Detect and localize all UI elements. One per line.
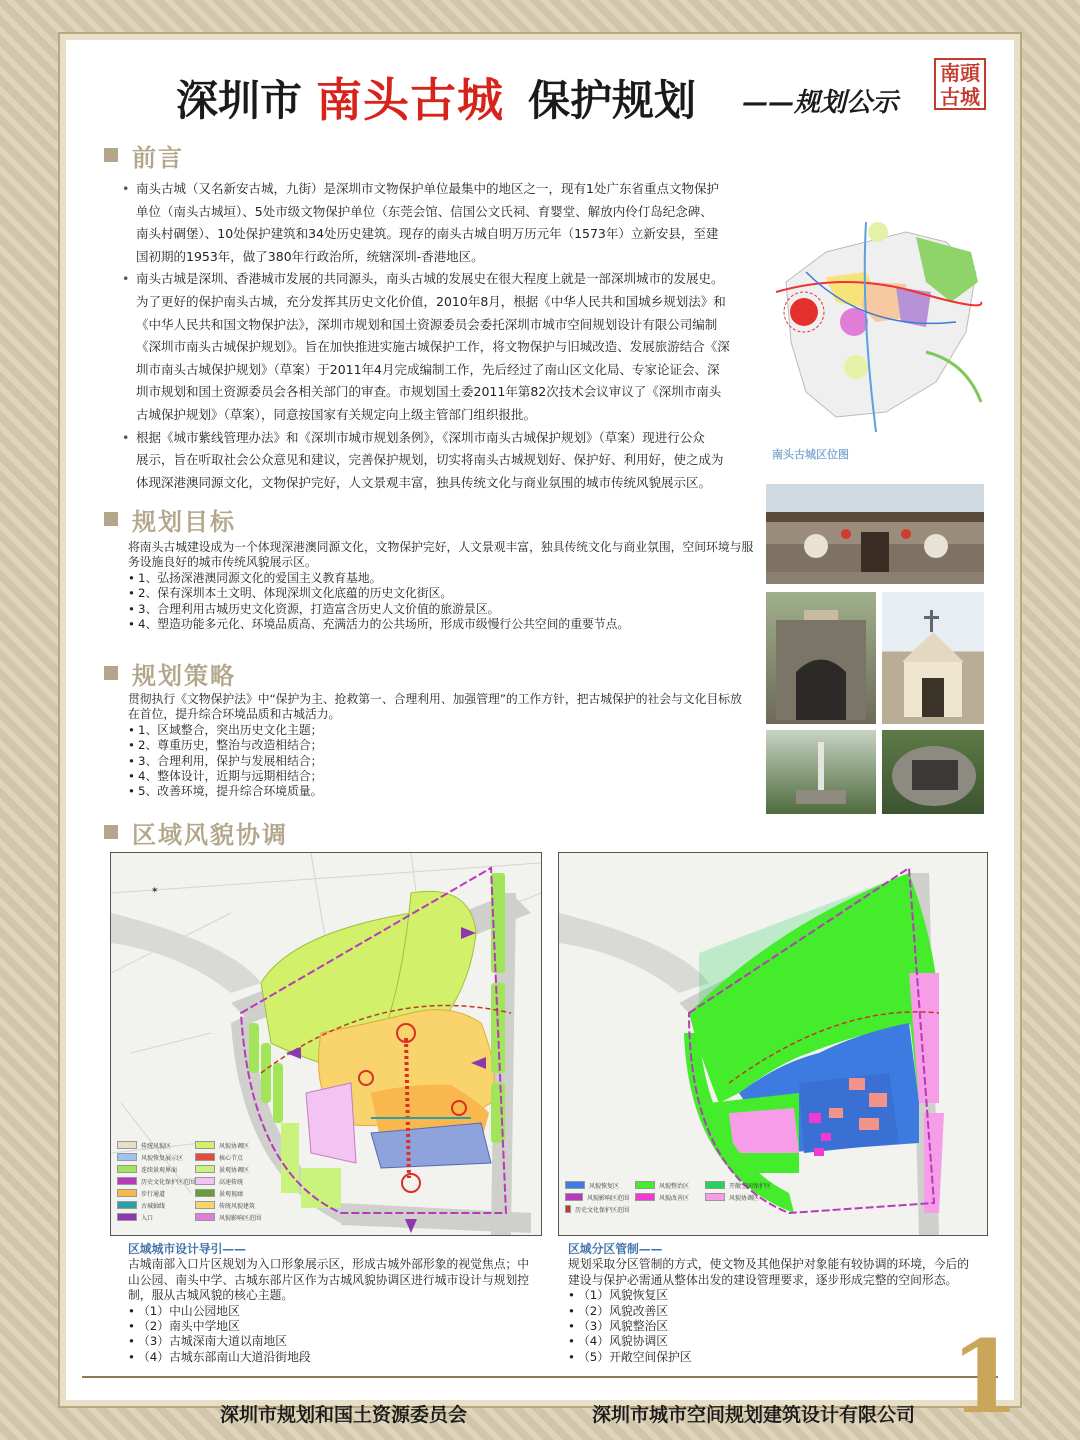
legend-swatch — [635, 1181, 655, 1189]
legend-swatch — [195, 1201, 215, 1209]
legend-swatch — [117, 1189, 137, 1197]
list-item: • （4）古城东部南山大道沿街地段 — [128, 1350, 548, 1365]
legend-label: 风貌恢复区 — [589, 1182, 620, 1190]
map-section-title: 区域城市设计导引—— — [128, 1242, 246, 1256]
legend-item — [195, 1163, 273, 1175]
location-map — [766, 212, 984, 438]
section-region-heading: 区域风貌协调 — [104, 815, 288, 849]
legend-label: 风貌改善区 — [659, 1194, 690, 1202]
preface-line: 单位（南头古城垣）、5处市级文物保护单位（东莞会馆、信国公文氏祠、育婴堂、解放内伶仃岛纪念碑、 — [136, 203, 713, 219]
section-strategy-heading: 规划策略 — [104, 656, 236, 690]
preface-paragraph — [122, 427, 762, 495]
zoning-control-map — [558, 852, 988, 1236]
legend-swatch — [565, 1205, 571, 1213]
legend-item — [565, 1191, 629, 1203]
text-line: 贯彻执行《文物保护法》中“保护为主、抢救第一、合理利用、加强管理”的工作方针，把古城保护的社会与文化目标放 — [128, 692, 742, 706]
legend-item — [117, 1151, 195, 1163]
legend-label: 古城轴线 — [141, 1202, 166, 1210]
urban-design-guide-text — [128, 1242, 548, 1365]
legend-label: 风貌协调区 — [729, 1194, 760, 1202]
legend-label: 风貌恢复展示区 — [141, 1154, 184, 1162]
list-item: • 1、弘扬深港澳同源文化的爱国主义教育基地。 — [128, 571, 760, 586]
map-legend-right — [565, 1179, 775, 1215]
legend-swatch — [195, 1213, 215, 1221]
title-rest: 保护规划 — [528, 76, 697, 125]
list-item: • 2、尊重历史，整治与改造相结合； — [128, 738, 760, 753]
seal-logo: 南頭 古城 — [934, 58, 986, 110]
preface-line: 《深圳市南头古城保护规划》。旨在加快推进实施古城保护工作，将文物保护与旧城改造、发展旅游结合《深 — [136, 339, 730, 355]
legend-label: 连续景观界面 — [141, 1166, 178, 1174]
preface-text — [122, 178, 762, 494]
legend-item — [195, 1151, 273, 1163]
photo-chapel — [882, 592, 984, 724]
preface-paragraph — [122, 268, 762, 426]
legend-label: 入口 — [141, 1214, 154, 1222]
legend-label: 风貌影响区范围 — [586, 1194, 629, 1202]
legend-item — [195, 1211, 273, 1223]
text-line: 将南头古城建设成为一个体现深港澳同源文化，文物保护完好，人文景观丰富，独具传统文化与商业氛围，空间环境与服 — [128, 540, 754, 554]
legend-item — [117, 1187, 195, 1199]
footer-divider — [82, 1376, 998, 1378]
legend-item — [117, 1175, 195, 1187]
legend-item — [195, 1139, 273, 1151]
list-item: • 2、保有深圳本土文明、体现深圳文化底蕴的历史文化街区。 — [128, 586, 760, 601]
legend-item — [635, 1179, 699, 1191]
legend-item — [705, 1191, 775, 1203]
legend-label: 开敞空间保护区 — [729, 1182, 772, 1190]
section-preface-heading: 前言 — [104, 138, 184, 172]
legend-label: 景观协调区 — [219, 1166, 250, 1174]
legend-item — [117, 1139, 195, 1151]
photo-monument — [766, 730, 876, 814]
list-item: • 5、改善环境，提升综合环境质量。 — [128, 784, 760, 799]
urban-design-guide-map — [110, 852, 542, 1236]
list-item: • （3）风貌整治区 — [568, 1319, 988, 1334]
legend-item — [117, 1163, 195, 1175]
title-highlight: 南头古城 — [316, 73, 504, 127]
legend-label: 风貌协调区 — [219, 1142, 250, 1150]
legend-swatch — [705, 1193, 725, 1201]
legend-swatch — [195, 1141, 215, 1149]
legend-swatch — [565, 1181, 585, 1189]
legend-label: 风貌整治区 — [659, 1182, 690, 1190]
photo-ancestral-hall — [766, 484, 984, 584]
list-item: • 4、整体设计，近期与远期相结合； — [128, 769, 760, 784]
legend-item — [705, 1179, 775, 1191]
title-city: 深圳市 — [176, 76, 303, 125]
map-section-title: 区域分区管制—— — [568, 1242, 663, 1256]
legend-swatch — [117, 1177, 137, 1185]
text-line: 务设施良好的城市传统风貌展示区。 — [128, 555, 317, 570]
strategy-text — [128, 692, 760, 800]
text-line: 制，服从古城风貌的核心主题。 — [128, 1288, 294, 1303]
legend-item — [117, 1211, 195, 1223]
text-line: 在首位，提升综合环境品质和古城活力。 — [128, 707, 341, 722]
legend-item — [195, 1175, 273, 1187]
preface-line: 国初期的1953年，做了380年行政治所，统辖深圳-香港地区。 — [136, 248, 484, 264]
legend-label: 核心节点 — [219, 1154, 244, 1162]
legend-item — [565, 1179, 629, 1191]
footer-left-org: 深圳市规划和国土资源委员会 — [220, 1404, 468, 1426]
goals-text — [128, 540, 760, 632]
legend-label: 风貌影响区范围 — [219, 1214, 262, 1222]
list-item: • （5）开敞空间保护区 — [568, 1350, 988, 1365]
legend-swatch — [195, 1177, 215, 1185]
legend-label: 传统风貌建筑 — [219, 1202, 256, 1210]
legend-swatch — [195, 1189, 215, 1197]
legend-label: 历史文化保护区范围 — [574, 1206, 629, 1214]
legend-swatch — [117, 1201, 137, 1209]
photo-city-gate — [766, 592, 876, 724]
square-bullet-icon — [104, 512, 118, 526]
legend-swatch — [195, 1153, 215, 1161]
text-line: 古城南部入口片区规划为入口形象展示区，形成古城外部形象的视觉焦点；中 — [128, 1257, 530, 1272]
zoning-control-text — [568, 1242, 988, 1365]
preface-line: 《中华人民共和国文物保护法》，深圳市规划和国土资源委员会委托深圳市城市空间规划设计有限公司编制 — [136, 316, 718, 332]
legend-swatch — [565, 1193, 583, 1201]
legend-label: 步行通道 — [141, 1190, 166, 1198]
text-line: 建设与保护必需通从整体出发的建设管理要求，逐步形成完整的空间形态。 — [568, 1272, 958, 1287]
list-item: • （2）风貌改善区 — [568, 1304, 988, 1319]
preface-line: 圳市规划和国土资源委员会各相关部门的审查。市规划国土委2011年第82次技术会议审议了《深圳市南头 — [136, 384, 722, 400]
compass-icon: ✶ — [151, 886, 159, 896]
preface-line: • 南头古城（又名新安古城，九街）是深圳市文物保护单位最集中的地区之一，现有1处广东省重点文物保护 — [136, 181, 719, 196]
list-item: • 3、合理利用，保护与发展相结合； — [128, 754, 760, 769]
legend-item — [195, 1187, 273, 1199]
text-line: 规划采取分区管制的方式，使文物及其他保护对象能有较协调的环境，今后的 — [568, 1257, 970, 1272]
preface-line: • 根据《城市紫线管理办法》和《深圳市城市规划条例》，《深圳市南头古城保护规划》（草案）现进行公众 — [136, 429, 705, 445]
list-item: • （1）中山公园地区 — [128, 1304, 548, 1319]
legend-swatch — [195, 1165, 215, 1173]
legend-label: 历史文化保护区范围 — [140, 1178, 195, 1186]
location-map-caption: 南头古城区位图 — [772, 448, 849, 461]
photo-stone-tablet — [882, 730, 984, 814]
legend-swatch — [117, 1165, 137, 1173]
square-bullet-icon — [104, 148, 118, 162]
square-bullet-icon — [104, 825, 118, 839]
map-legend-left — [117, 1139, 273, 1223]
legend-swatch — [117, 1213, 137, 1221]
list-item: • 1、区域整合，突出历史文化主题； — [128, 723, 760, 738]
preface-line: 圳市南头古城保护规划》（草案）于2011年4月完成编制工作，先后经过了南山区文化局、专家论证会、深 — [136, 361, 720, 377]
page-number: 1 — [950, 1318, 1020, 1436]
legend-swatch — [117, 1153, 137, 1161]
square-bullet-icon — [104, 666, 118, 680]
legend-item — [117, 1199, 195, 1211]
legend-item — [565, 1203, 629, 1215]
legend-item — [195, 1199, 273, 1211]
legend-swatch — [705, 1181, 725, 1189]
preface-line: • 南头古城是深圳、香港城市发展的共同源头，南头古城的发展史在很大程度上就是一部深圳城市的发展史。 — [136, 271, 724, 287]
title-subtitle: ——规划公示 — [742, 88, 899, 118]
legend-label: 传统风貌区 — [141, 1142, 172, 1150]
list-item: • 3、合理利用古城历史文化资源，打造富含历史人文价值的旅游景区。 — [128, 602, 760, 617]
list-item: • （4）风貌协调区 — [568, 1334, 988, 1349]
text-line: 山公园、南头中学、古城东部片区作为古城风貌协调区进行城市设计与规划控 — [128, 1272, 530, 1287]
preface-line: 南头村碉堡）、10处保护建筑和34处历史建筑。现存的南头古城自明万历元年（1573年）立新安县，至建 — [136, 226, 719, 242]
footer-right-org: 深圳市城市空间规划建筑设计有限公司 — [592, 1404, 916, 1426]
list-item: • 4、塑造功能多元化、环境品质高、充满活力的公共场所，形成市级慢行公共空间的重要节点。 — [128, 617, 760, 632]
legend-item — [635, 1191, 699, 1203]
preface-line: 体现深港澳同源文化，文物保护完好，人文景观丰富，独具传统文化与商业氛围的城市传统风貌展示区。 — [136, 474, 712, 490]
legend-swatch — [117, 1141, 137, 1149]
list-item: • （2）南头中学地区 — [128, 1319, 548, 1334]
preface-line: 古城保护规划》（草案），同意按国家有关规定向上级主管部门组织报批。 — [136, 406, 537, 422]
preface-line: 展示，旨在听取社会公众意见和建议，完善保护规划，切实将南头古城规划好、保护好、利用好，使之成为 — [136, 452, 724, 468]
section-goals-heading: 规划目标 — [104, 502, 236, 536]
preface-line: 为了更好的保护南头古城，充分发挥其历史文化价值，2010年8月，根据《中华人民共和国城乡规划法》和 — [136, 293, 726, 309]
preface-paragraph — [122, 178, 762, 268]
legend-label: 景观视廊 — [219, 1190, 244, 1198]
list-item: • （1）风貌恢复区 — [568, 1288, 988, 1303]
legend-swatch — [635, 1193, 655, 1201]
legend-label: 高速传统 — [219, 1178, 244, 1186]
list-item: • （3）古城深南大道以南地区 — [128, 1334, 548, 1349]
